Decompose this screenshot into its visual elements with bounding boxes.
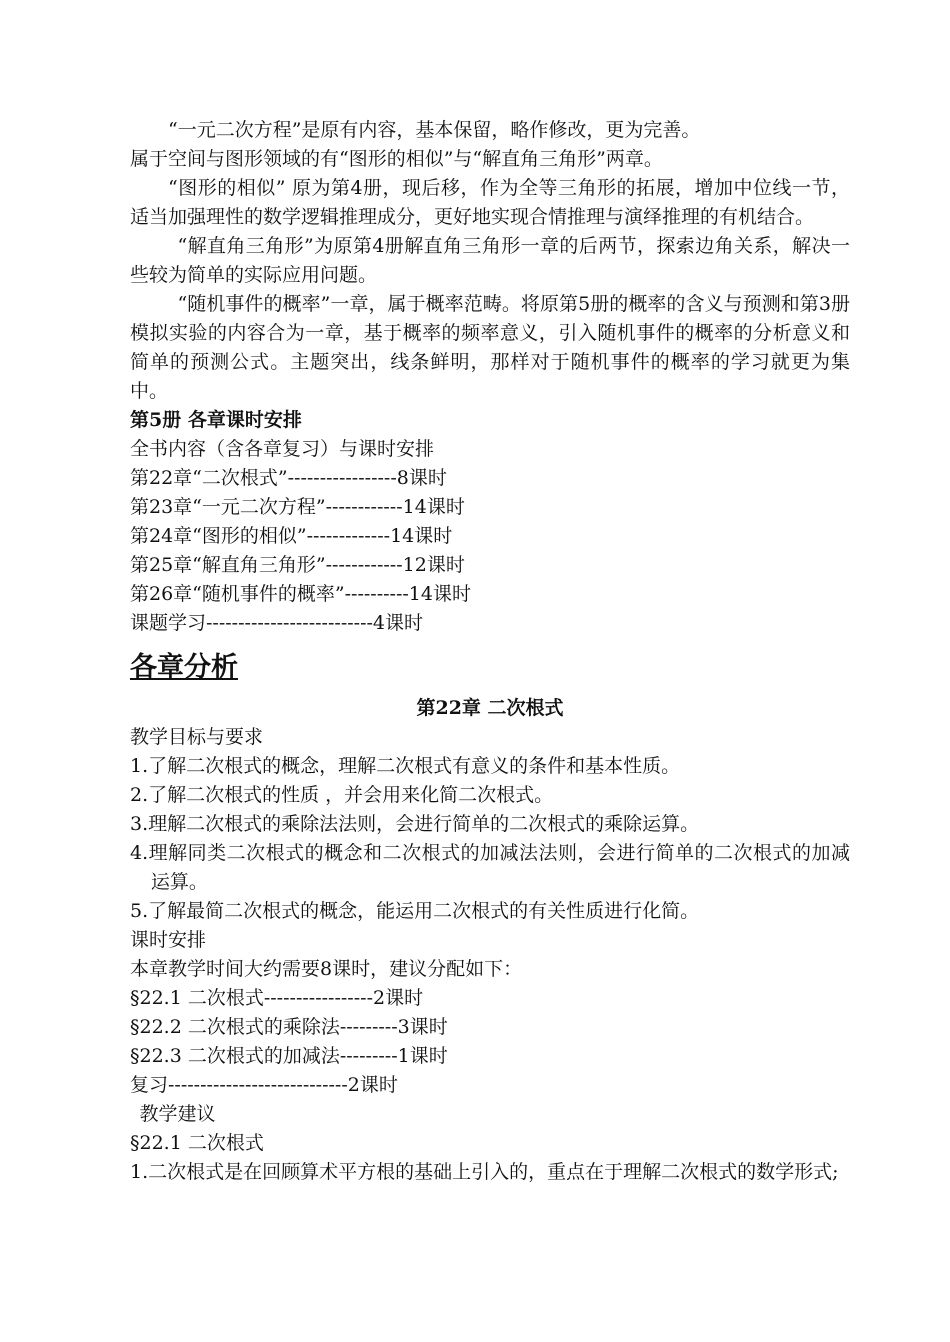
- goal-item: 2.了解二次根式的性质 ，并会用来化简二次根式。: [130, 784, 554, 806]
- advice-item: 1.二次根式是在回顾算术平方根的基础上引入的，重点在于理解二次根式的数学形式;: [130, 1161, 839, 1183]
- section-title: §22.1 二次根式: [130, 1132, 264, 1154]
- analysis-title: 各章分析: [130, 652, 238, 683]
- advice-heading: 教学建议: [139, 1103, 216, 1125]
- schedule-item: 课题学习--------------------------4课时: [130, 612, 424, 634]
- chapter-title: 第22章 二次根式: [416, 697, 564, 719]
- paragraph-space-geometry: 属于空间与图形领域的有“图形的相似”与“解直角三角形”两章。: [130, 148, 663, 170]
- document-page: [130, 116, 850, 1187]
- hours-item: §22.3 二次根式的加减法---------1课时: [130, 1045, 448, 1067]
- hours-item: §22.2 二次根式的乘除法---------3课时: [130, 1016, 448, 1038]
- schedule-heading: 第5册 各章课时安排: [130, 409, 302, 431]
- paragraph-quadratic-equation: “一元二次方程”是原有内容，基本保留，略作修改，更为完善。: [168, 119, 701, 141]
- schedule-item: 第26章“随机事件的概率”----------14课时: [130, 583, 471, 605]
- goal-item: 1.了解二次根式的概念，理解二次根式有意义的条件和基本性质。: [130, 755, 681, 777]
- hours-intro: 本章教学时间大约需要8课时，建议分配如下：: [130, 958, 523, 980]
- goals-heading: 教学目标与要求: [130, 726, 264, 748]
- goal-item: 3.理解二次根式的乘除法法则，会进行简单的二次根式的乘除运算。: [130, 813, 700, 835]
- goal-item: 4.理解同类二次根式的概念和二次根式的加减法法则，会进行简单的二次根式的加减运算。: [130, 842, 850, 893]
- hours-item: 复习----------------------------2课时: [130, 1074, 398, 1096]
- hours-heading: 课时安排: [130, 929, 207, 951]
- schedule-item: 第23章“一元二次方程”------------14课时: [130, 496, 465, 518]
- schedule-item: 第22章“二次根式”-----------------8课时: [130, 467, 447, 489]
- paragraph-right-triangle: “解直角三角形”为原第4册解直角三角形一章的后两节，探索边角关系，解决一些较为简单的实际应用问题。: [130, 235, 850, 286]
- schedule-item: 第24章“图形的相似”-------------14课时: [130, 525, 453, 547]
- goal-item: 5.了解最简二次根式的概念，能运用二次根式的有关性质进行化简。: [130, 900, 700, 922]
- schedule-item: 第25章“解直角三角形”------------12课时: [130, 554, 465, 576]
- paragraph-similar-figures: “图形的相似” 原为第4册，现后移，作为全等三角形的拓展，增加中位线一节，适当加强理性的数学逻辑推理成分，更好地实现合情推理与演绎推理的有机结合。: [130, 177, 850, 228]
- paragraph-probability: “随机事件的概率”一章，属于概率范畴。将原第5册的概率的含义与预测和第3册模拟实验的内容合为一章，基于概率的频率意义，引入随机事件的概率的分析意义和简单的预测公式。主题突出，线条鲜明，那样对于随机事件的概率的学习就更为集中。: [130, 293, 850, 402]
- hours-item: §22.1 二次根式-----------------2课时: [130, 987, 424, 1009]
- schedule-subheading: 全书内容（含各章复习）与课时安排: [130, 438, 435, 460]
